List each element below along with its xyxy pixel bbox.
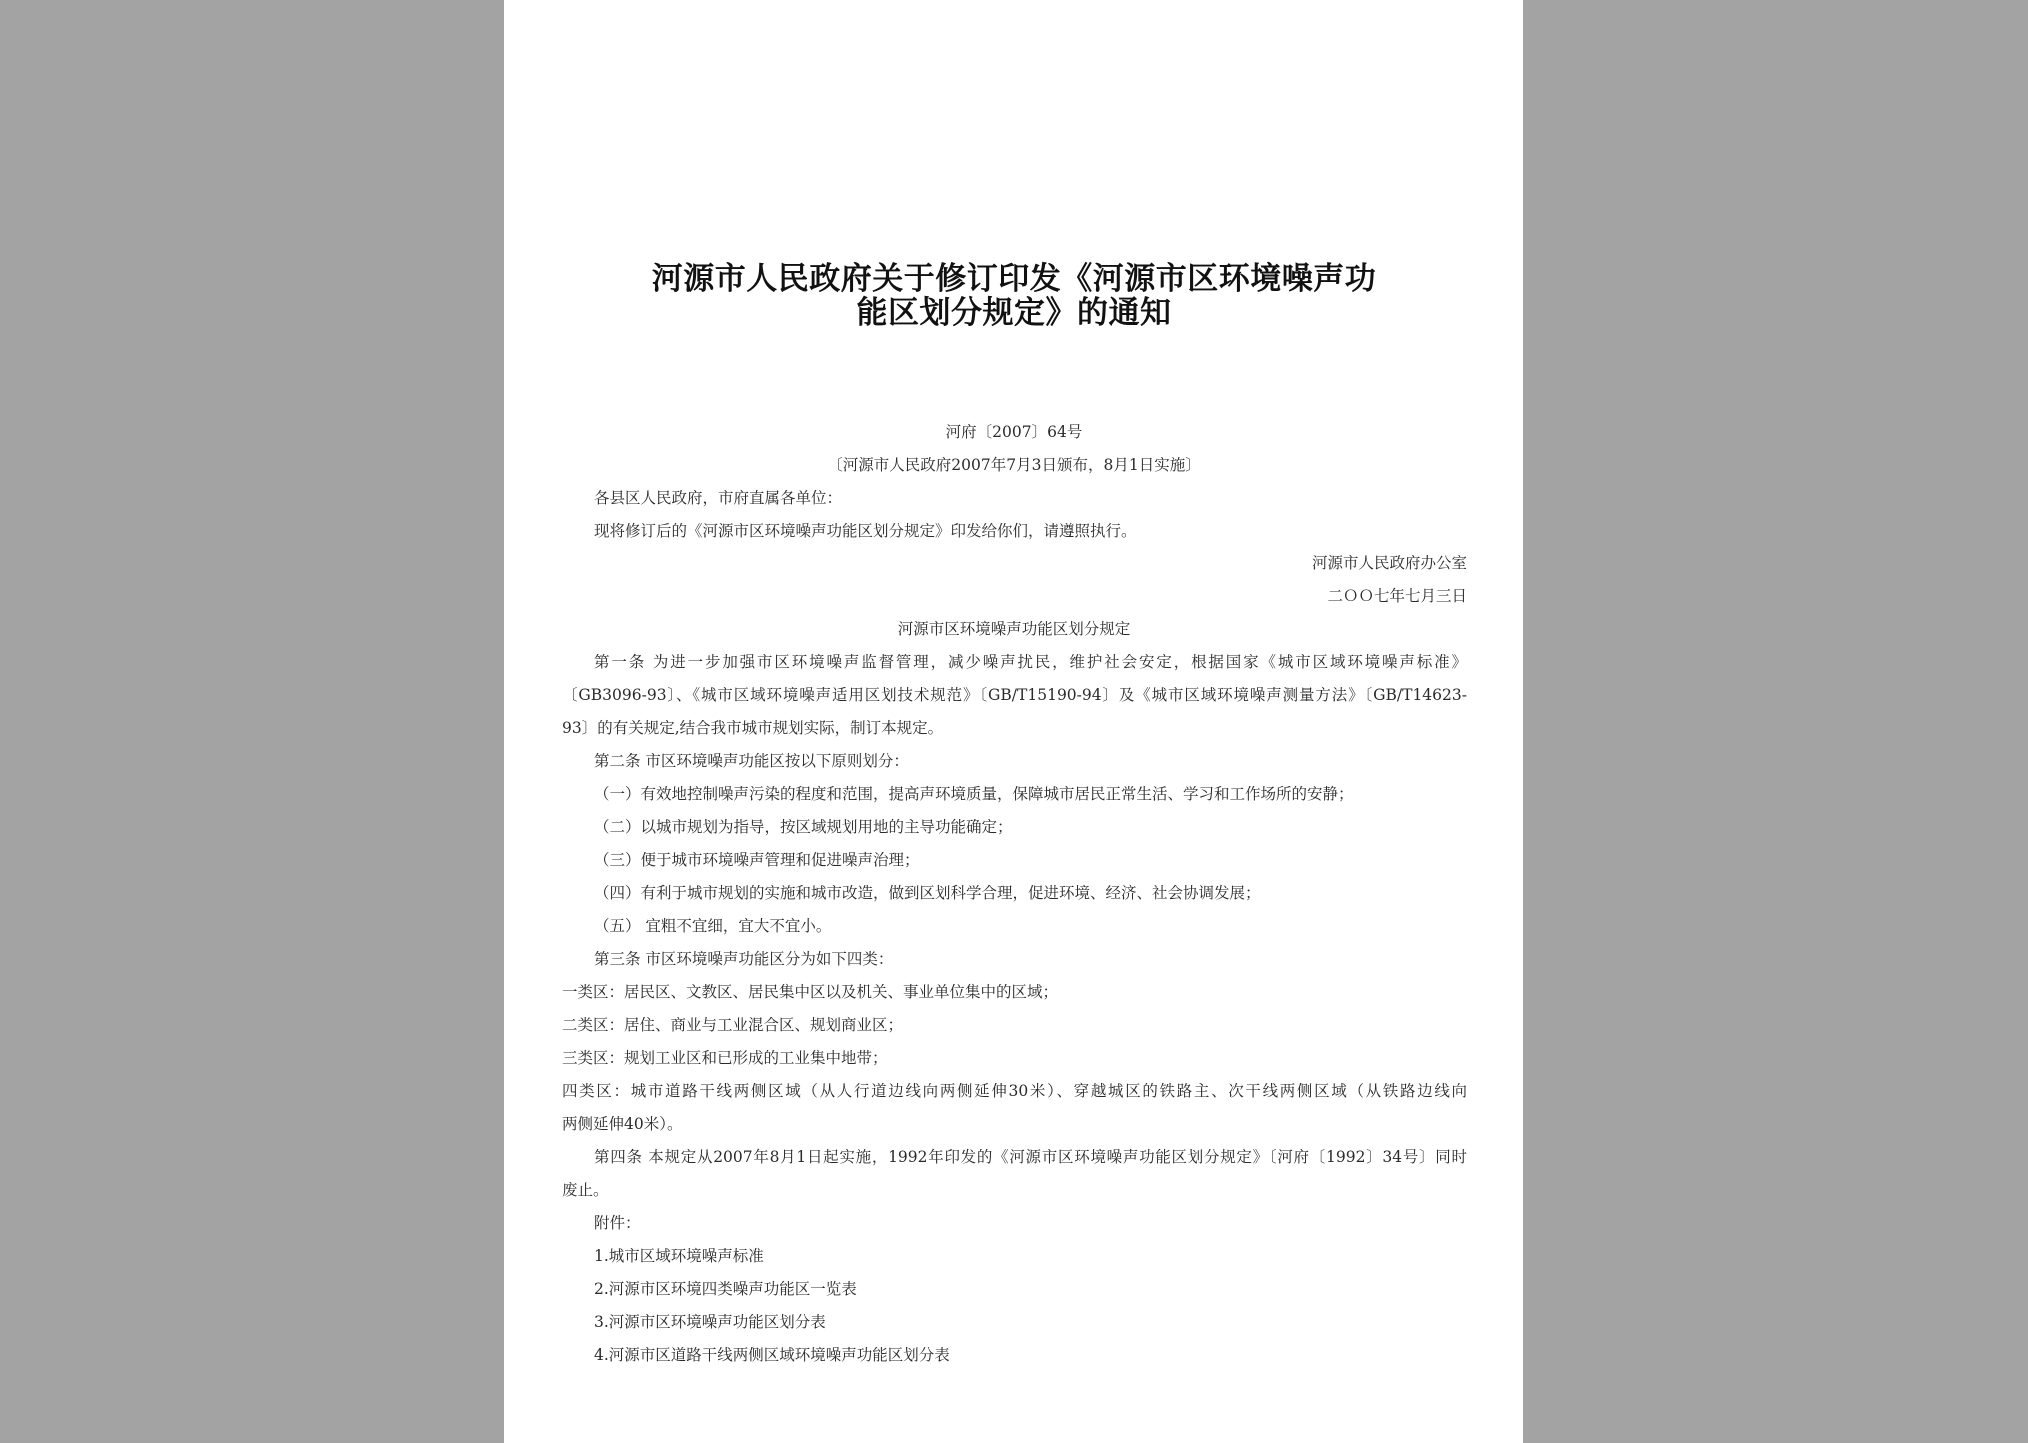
class-4-line-1: 四类区：城市道路干线两侧区域（从人行道边线向两侧延伸30米）、穿越城区的铁路主、次干线两侧区域（从铁路边线向 (562, 1082, 1467, 1100)
article-3: 第三条 市区环境噪声功能区分为如下四类： (594, 950, 894, 968)
class-3: 三类区：规划工业区和已形成的工业集中地带； (562, 1049, 888, 1067)
class-2: 二类区：居住、商业与工业混合区、规划商业区； (562, 1016, 904, 1034)
class-4-line-2: 两侧延伸40米）。 (562, 1115, 683, 1133)
attachment-3: 3.河源市区环境噪声功能区划分表 (594, 1313, 826, 1331)
attachment-4: 4.河源市区道路干线两侧区域环境噪声功能区划分表 (594, 1346, 950, 1364)
principle-2: （二）以城市规划为指导，按区域规划用地的主导功能确定； (594, 818, 1013, 836)
notice-body: 现将修订后的《河源市区环境噪声功能区划分规定》印发给你们，请遵照执行。 (594, 522, 1137, 540)
article-1-line-2: 〔GB3096-93〕、《城市区域环境噪声适用区划技术规范》〔GB/T15190-94〕及《城市区域环境噪声测量方法》〔GB/T14623- (562, 686, 1467, 704)
article-2: 第二条 市区环境噪声功能区按以下原则划分： (594, 752, 909, 770)
doc-number: 河府〔2007〕64号 (945, 423, 1083, 441)
article-4-line-1: 第四条 本规定从2007年8月1日起实施，1992年印发的《河源市区环境噪声功能区划分规定》〔河府〔1992〕34号〕同时 (594, 1148, 1467, 1166)
principle-4: （四）有利于城市规划的实施和城市改造，做到区划科学合理，促进环境、经济、社会协调发展； (594, 884, 1261, 902)
article-4-line-2: 废止。 (562, 1181, 609, 1199)
regulation-title: 河源市区环境噪声功能区划分规定 (897, 620, 1131, 638)
document-title (599, 262, 1429, 330)
article-1-line-3: 93〕的有关规定,结合我市城市规划实际，制订本规定。 (562, 719, 944, 737)
class-1: 一类区：居民区、文教区、居民集中区以及机关、事业单位集中的区域； (562, 983, 1059, 1001)
article-1-line-1: 第一条 为进一步加强市区环境噪声监督管理，减少噪声扰民，维护社会安定，根据国家《城市区域环境噪声标准》 (594, 653, 1467, 671)
attachment-1: 1.城市区域环境噪声标准 (594, 1247, 764, 1265)
principle-3: （三）便于城市环境噪声管理和促进噪声治理； (594, 851, 920, 869)
sign-date: 二ＯＯ七年七月三日 (1327, 587, 1467, 605)
issue-note: 〔河源市人民政府2007年7月3日颁布，8月1日实施〕 (827, 456, 1201, 474)
signature: 河源市人民政府办公室 (1311, 554, 1467, 572)
document-page (504, 0, 1523, 1443)
principle-5: （五） 宜粗不宜细，宜大不宜小。 (594, 917, 832, 935)
attachment-2: 2.河源市区环境四类噪声功能区一览表 (594, 1280, 857, 1298)
addressee: 各县区人民政府，市府直属各单位： (594, 489, 843, 507)
attachments-label: 附件： (594, 1214, 641, 1232)
title-line-1: 河源市人民政府关于修订印发《河源市区环境噪声功 (651, 261, 1377, 297)
principle-1: （一）有效地控制噪声污染的程度和范围，提高声环境质量，保障城市居民正常生活、学习和工作场所的安静； (594, 785, 1354, 803)
title-line-2: 能区划分规定》的通知 (856, 295, 1172, 331)
